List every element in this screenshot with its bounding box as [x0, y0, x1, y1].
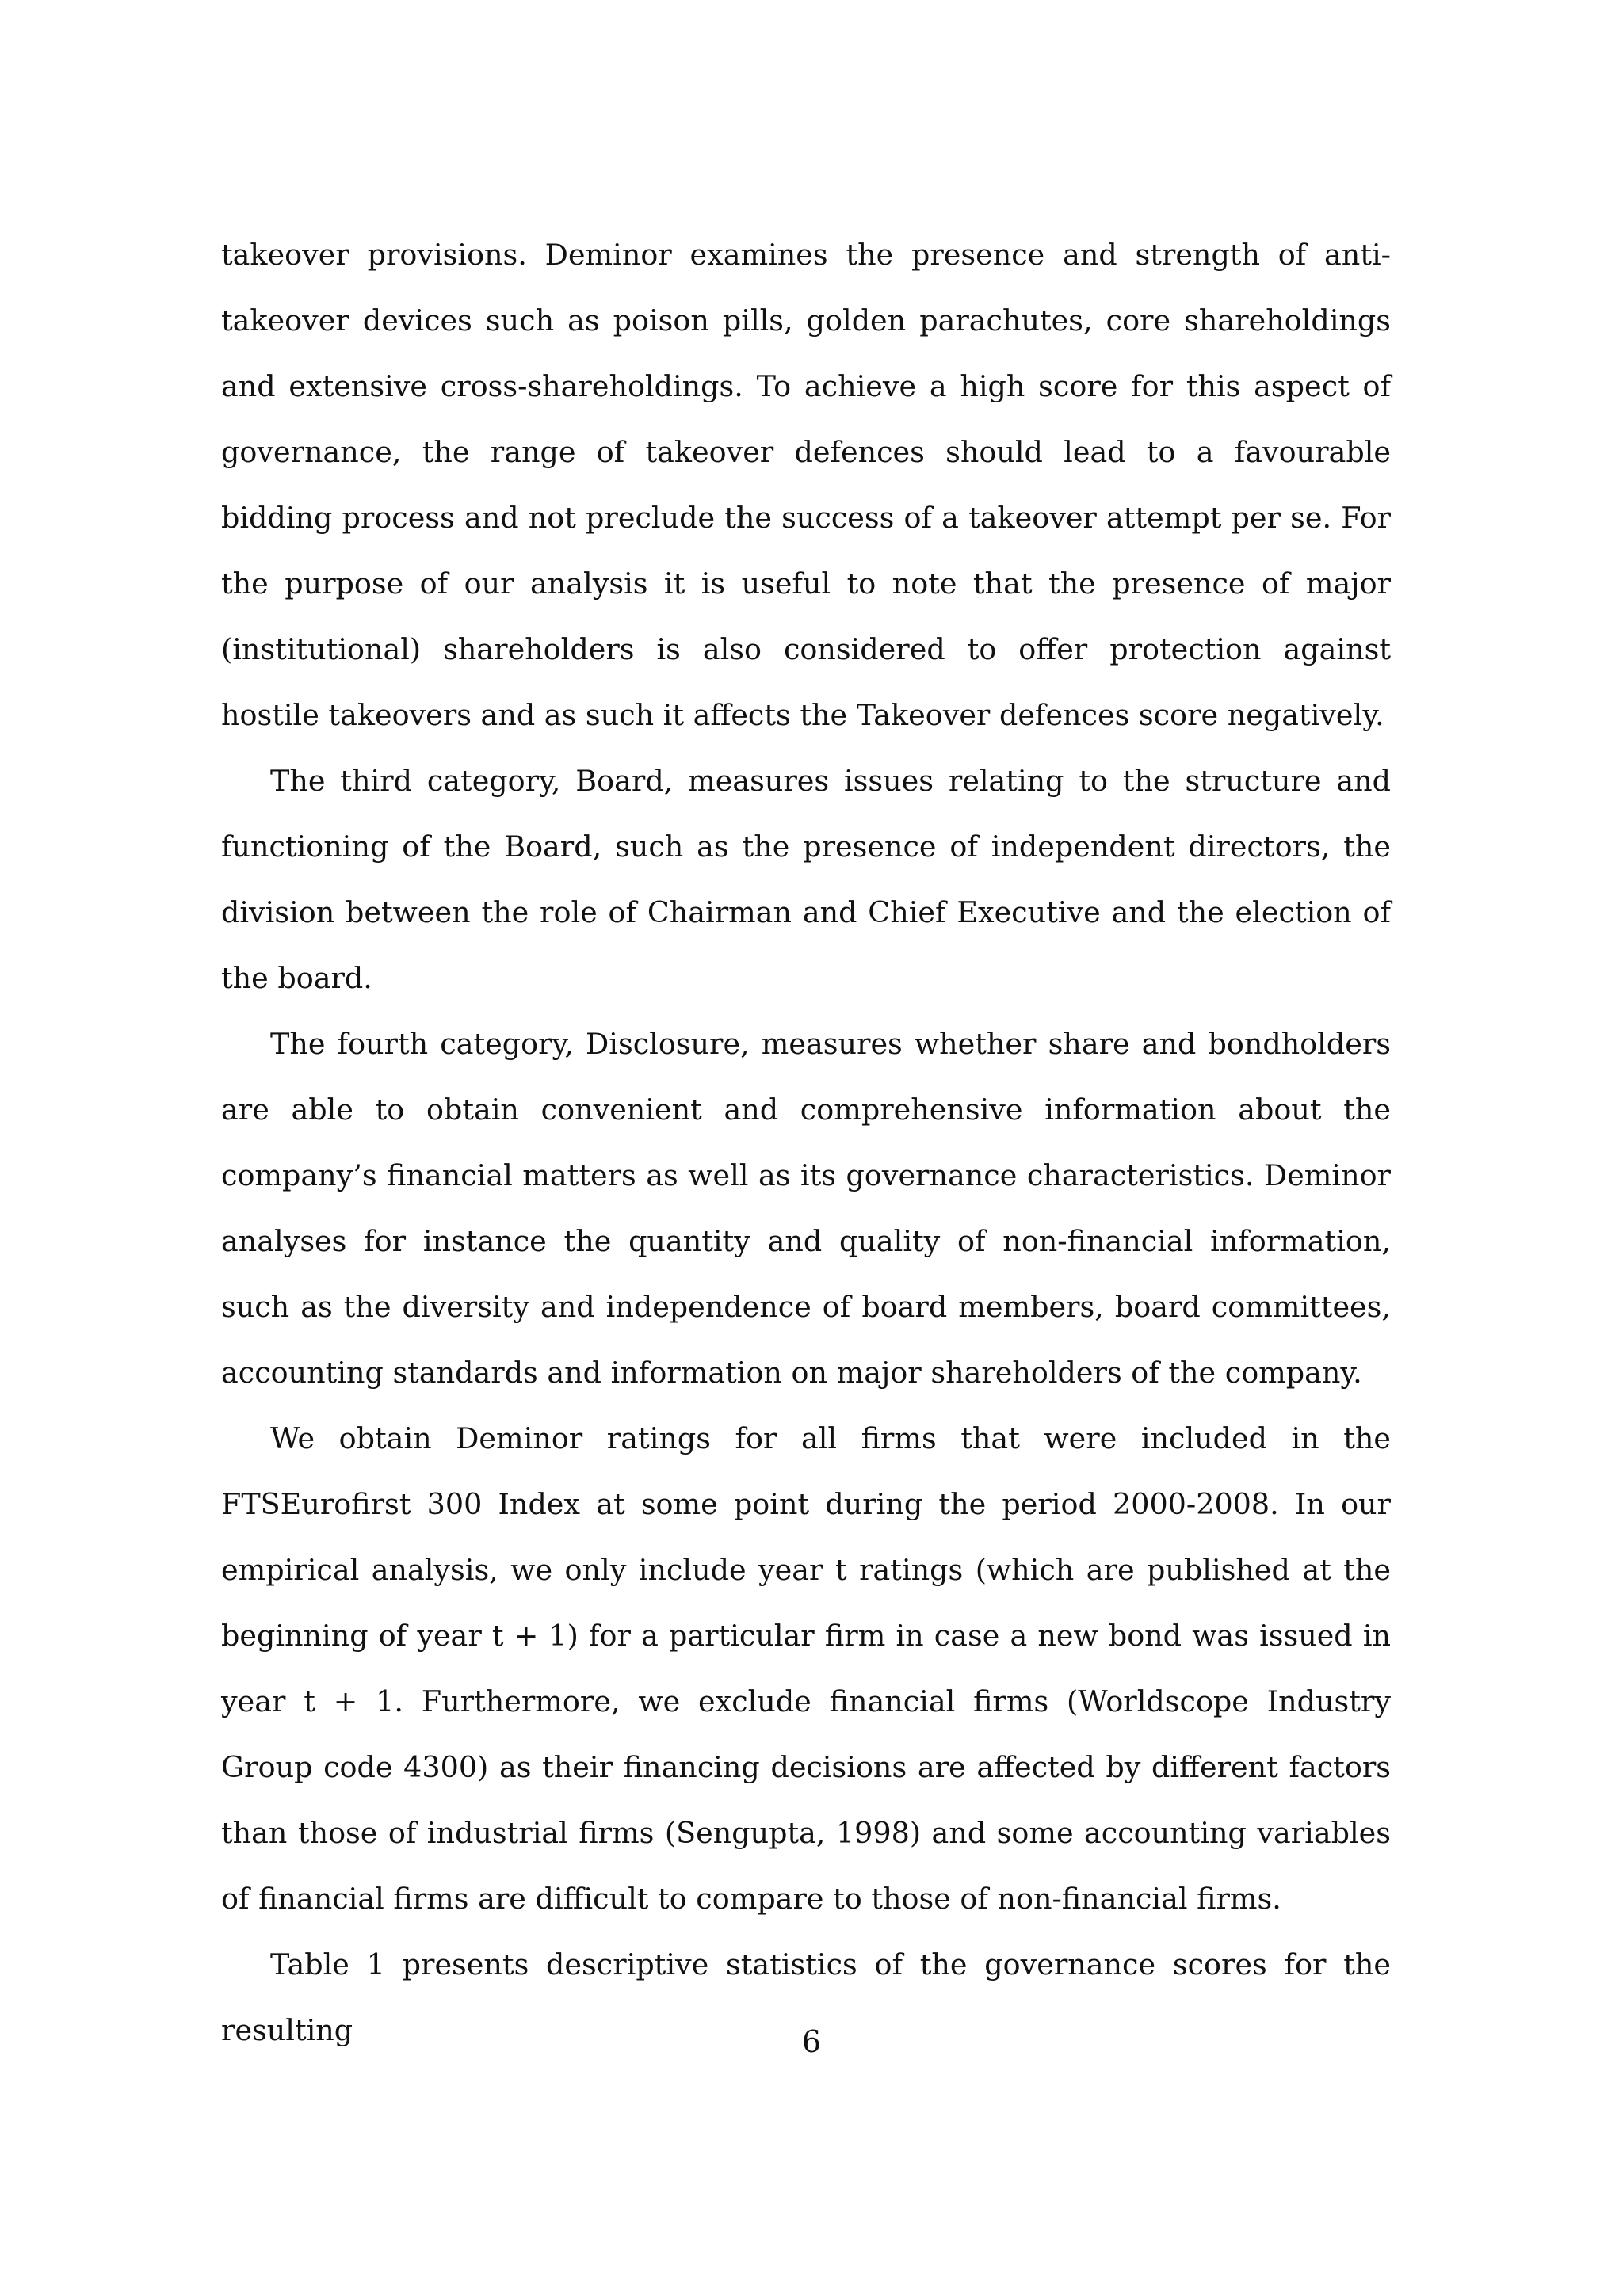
paragraph-deminor-ratings: We obtain Deminor ratings for all firms that were included in the FTSEurofirst 300 Index at some point during the period 2000-2008. In our empirical analysis, we only include year t ratings (which are published at the beginning of year t + 1) for a particular firm in case a new bond was issued in year t + 1. Furthermore, we exclude financial firms (Worldscope Industry Group code 4300) as their financing decisions are affected by different factors than those of industrial firms (Sengupta, 1998) and some accounting variables of financial firms are difficult to compare to those of non-financial firms. — [221, 1421, 1391, 1916]
paragraph-board: The third category, Board, measures issues relating to the structure and functioning of the Board, such as the presence of independent directors, the division between the role of Chairman and Chief Executive and the election of the board. — [221, 764, 1391, 995]
paragraph-disclosure: The fourth category, Disclosure, measures whether share and bondholders are able to obtain convenient and comprehensive information about the company’s financial matters as well as its governance characteristics. Deminor analyses for instance the quantity and quality of non-financial information, such as the diversity and independence of board members, board committees, accounting standards and information on major shareholders of the company. — [221, 1027, 1391, 1390]
paragraph-takeover-defences: takeover provisions. Deminor examines the presence and strength of anti-takeover devices such as poison pills, golden parachutes, core shareholdings and extensive cross-shareholdings. To achieve a high score for this aspect of governance, the range of takeover defences should lead to a favourable bidding process and not preclude the success of a takeover attempt per se. For the purpose of our analysis it is useful to note that the presence of major (institutional) shareholders is also considered to offer protection against hostile takeovers and as such it affects the Takeover defences score negatively. — [221, 238, 1391, 732]
page-number: 6 — [801, 2024, 822, 2059]
paragraph-table-intro: Table 1 presents descriptive statistics of the governance scores for the resulting — [221, 1947, 1391, 2047]
body-text — [221, 222, 1391, 2063]
